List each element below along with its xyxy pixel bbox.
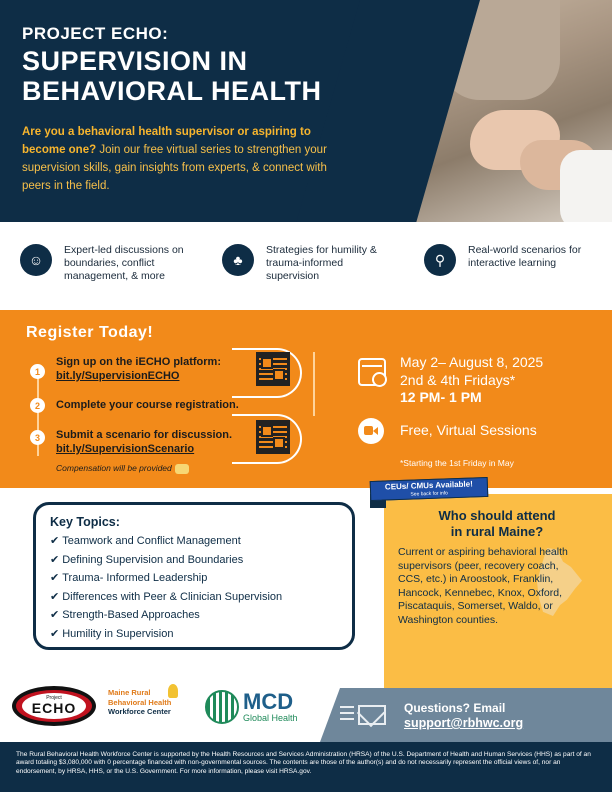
check-icon: ✔ [50,627,60,640]
step-number: 3 [30,430,45,445]
header-banner [0,0,612,222]
strategy-icon: ♣ [222,244,254,276]
header-kicker: PROJECT ECHO: [22,24,169,43]
mrbh-logo [108,688,171,717]
speed-lines [340,706,354,724]
mcd-logo-big: MCD [243,688,294,714]
title-line-1: SUPERVISION IN [22,46,248,76]
key-topics-title: Key Topics: [50,515,120,529]
session-days: 2nd & 4th Fridays* [400,372,516,388]
mrbh-line-1: Maine Rural [108,688,151,697]
echo-logo-small: Project [46,695,62,701]
topic-text: Teamwork and Conflict Management [62,535,241,547]
check-icon: ✔ [50,535,60,547]
topic-item [50,588,338,607]
mrbh-line-2: Behavioral Health [108,697,172,707]
feature-item [424,236,598,276]
topic-text: Humility in Supervision [62,627,174,640]
feature-text: Strategies for humility & trauma-informed supervision [266,244,377,282]
step-3 [56,428,232,456]
mcd-global-health-logo [205,690,298,724]
support-email-link[interactable]: support@rbhwc.org [404,716,524,730]
feature-item [222,236,396,283]
ceu-ribbon-text: CEUs/ CMUs Available! [384,479,473,492]
session-time: 12 PM- 1 PM [400,389,482,405]
step-2: Complete your course registration. [56,399,239,411]
video-camera-icon [358,418,384,444]
who-description: Current or aspiring behavioral health supervisors (peer, recovery coach, CCS, etc.) in Aroostook, Franklin, Hancock, Kennebec, Knox, Oxford, Piscataquis, Somerset, Waldo, or Washington counties. [398,546,568,626]
topic-item [50,551,338,570]
check-icon: ✔ [50,609,60,621]
start-note: *Starting the 1st Friday in May [400,458,514,468]
mcd-logo-text [243,688,298,724]
globe-icon [205,690,239,724]
topic-text: Defining Supervision and Boundaries [62,553,244,566]
money-icon [175,464,189,474]
echo-logo-inner [22,693,86,719]
topic-item [50,532,338,551]
feature-strip [0,236,612,298]
register-title: Register Today! [26,324,154,341]
topic-text: Strength-Based Approaches [62,609,200,621]
step-number: 1 [30,364,45,379]
questions-title: Questions? Email [404,701,506,715]
compensation-text: Compensation will be provided [56,463,172,473]
project-echo-logo [12,686,96,726]
feature-text: Real-world scenarios for interactive learning [468,244,582,269]
funding-disclaimer: The Rural Behavioral Health Workforce Center is supported by the Health Resources and Services Administration (HRSA) of the U.S. Department of Health and Human Services (HHS) as part of an award totaling $3,080,000 with 0 percentage financed with non-governmental sources. The contents are those of the author(s) and do not necessarily represent the official views of, nor an endorsement, by HRSA, HHS, or the U.S. Government. For more information, please visit HRSA.gov. [0,742,612,792]
check-icon: ✔ [50,572,60,584]
clock-icon [372,372,387,387]
feature-item [20,236,194,283]
check-icon: ✔ [50,553,60,566]
section-divider [313,352,315,416]
page-title [22,46,412,106]
mrbh-line-3: Workforce Center [108,707,171,716]
step-number: 2 [30,398,45,413]
intro-text [22,123,342,195]
scenario-icon: ⚲ [424,244,456,276]
ceu-ribbon-subtext: See back for info [410,490,449,498]
scenario-qr-code[interactable] [256,420,290,454]
who-title-line-1: Who should attend [438,508,556,523]
echo-logo-big: ECHO [31,700,77,716]
who-title [392,508,602,540]
title-line-2: BEHAVIORAL HEALTH [22,76,322,106]
key-topics-box [33,502,355,650]
step-text: Submit a scenario for discussion. [56,429,233,441]
envelope-icon [358,705,386,725]
topic-item [50,569,338,588]
compensation-note [56,463,189,474]
signup-link[interactable]: bit.ly/SupervisionECHO [56,370,180,382]
topic-item [50,606,338,625]
topic-item [50,625,338,644]
who-title-line-2: in rural Maine? [450,524,544,539]
signup-qr-code[interactable] [256,352,290,386]
session-dates: May 2– August 8, 2025 [400,354,544,370]
photo-sleeve [560,150,612,222]
discussion-icon: ☺ [20,244,52,276]
session-format: Free, Virtual Sessions [400,422,537,438]
step-text: Sign up on the iECHO platform: [56,356,221,368]
mcd-logo-small: Global Health [243,712,298,723]
intro-bold: Are you a behavioral health supervisor or aspiring to become one? [22,126,311,156]
feature-text: Expert-led discussions on boundaries, conflict management, & more [64,244,184,282]
topic-text: Differences with Peer & Clinician Supervision [62,590,283,603]
register-section [0,310,612,488]
scenario-link[interactable]: bit.ly/SupervisionScenario [56,443,195,455]
ceu-ribbon [370,477,489,501]
intro-rest: Join our free virtual series to strengthen your supervision skills, gain insights from experts, & connect with peers in the field. [22,144,327,192]
topic-text: Trauma- Informed Leadership [62,572,208,584]
check-icon: ✔ [50,590,60,603]
step-1 [56,355,221,383]
